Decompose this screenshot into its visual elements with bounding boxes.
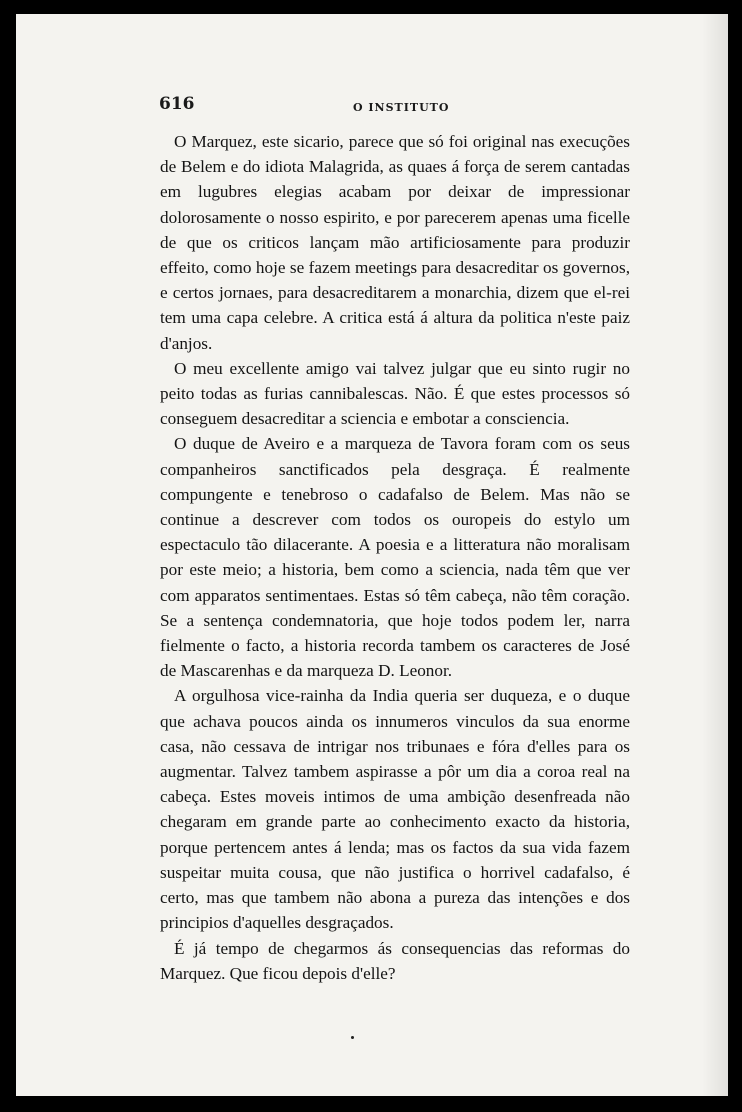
paper-sheet: [16, 14, 728, 1096]
paragraph: O duque de Aveiro e a marqueza de Tavora foram com os seus companheiros sanctificados pela desgraça. É realmente compungente e tenebroso o cadafalso de Belem. Mas não se continue a descrever com todos os ouropeis do estylo um espectaculo tão dilacerante. A poesia e a litteratura não moralisam por este meio; a historia, bem como a sciencia, nada têm que ver com apparatos sentimentaes. Estas só têm cabeça, não têm coração. Se a sentença condemnatoria, que hoje todos podem ler, narra fielmente o facto, a historia recorda tambem os caracteres de José de Mascarenhas e da marqueza D. Leonor.: [160, 434, 630, 681]
page-header: [159, 90, 634, 120]
paragraph: O Marquez, este sicario, parece que só foi original nas execuções de Belem e do idiota Malagrida, as quaes á força de serem cantadas em lugubres elegias acabam por deixar de impressionar dolorosamente o nosso espirito, e por parecerem apenas uma ficelle de que os criticos lançam mão artificiosamente para produzir effeito, como hoje se fazem meetings para desacreditar os governos, e certos jornaes, para desacreditarem a monarchia, dizem que el-rei tem uma capa celebre. A critica está á altura da politica n'este paiz d'anjos.: [160, 132, 630, 353]
paragraph: A orgulhosa vice-rainha da India queria ser duqueza, e o duque que achava poucos ainda os innumeros vinculos da sua enorme casa, não cessava de intrigar nos tribunaes e fóra d'elles para os augmentar. Talvez tambem aspirasse a pôr um dia a coroa real na cabeça. Estes moveis intimos de uma ambição desenfreada não chegaram em grande parte ao conhecimento exacto da historia, porque pertencem antes á lenda; mas os factos da sua vida fazem suspeitar muita cousa, que não justifica o horrivel cadafalso, é certo, mas que tambem não abona a pureza das intenções e dos principios d'aquelles desgraçados.: [160, 686, 630, 933]
paragraph: O meu excellente amigo vai talvez julgar que eu sinto rugir no peito todas as furias cannibalescas. Não. É que estes processos só conseguem desacreditar a sciencia e embotar a consciencia.: [160, 358, 630, 429]
body-text: [160, 129, 630, 986]
paragraph: É já tempo de chegarmos ás consequencias das reformas do Marquez. Que ficou depois d'elle?: [160, 938, 630, 983]
ink-speck: [351, 1036, 354, 1039]
page-number: 616: [159, 94, 195, 114]
running-title: O INSTITUTO: [353, 101, 450, 114]
